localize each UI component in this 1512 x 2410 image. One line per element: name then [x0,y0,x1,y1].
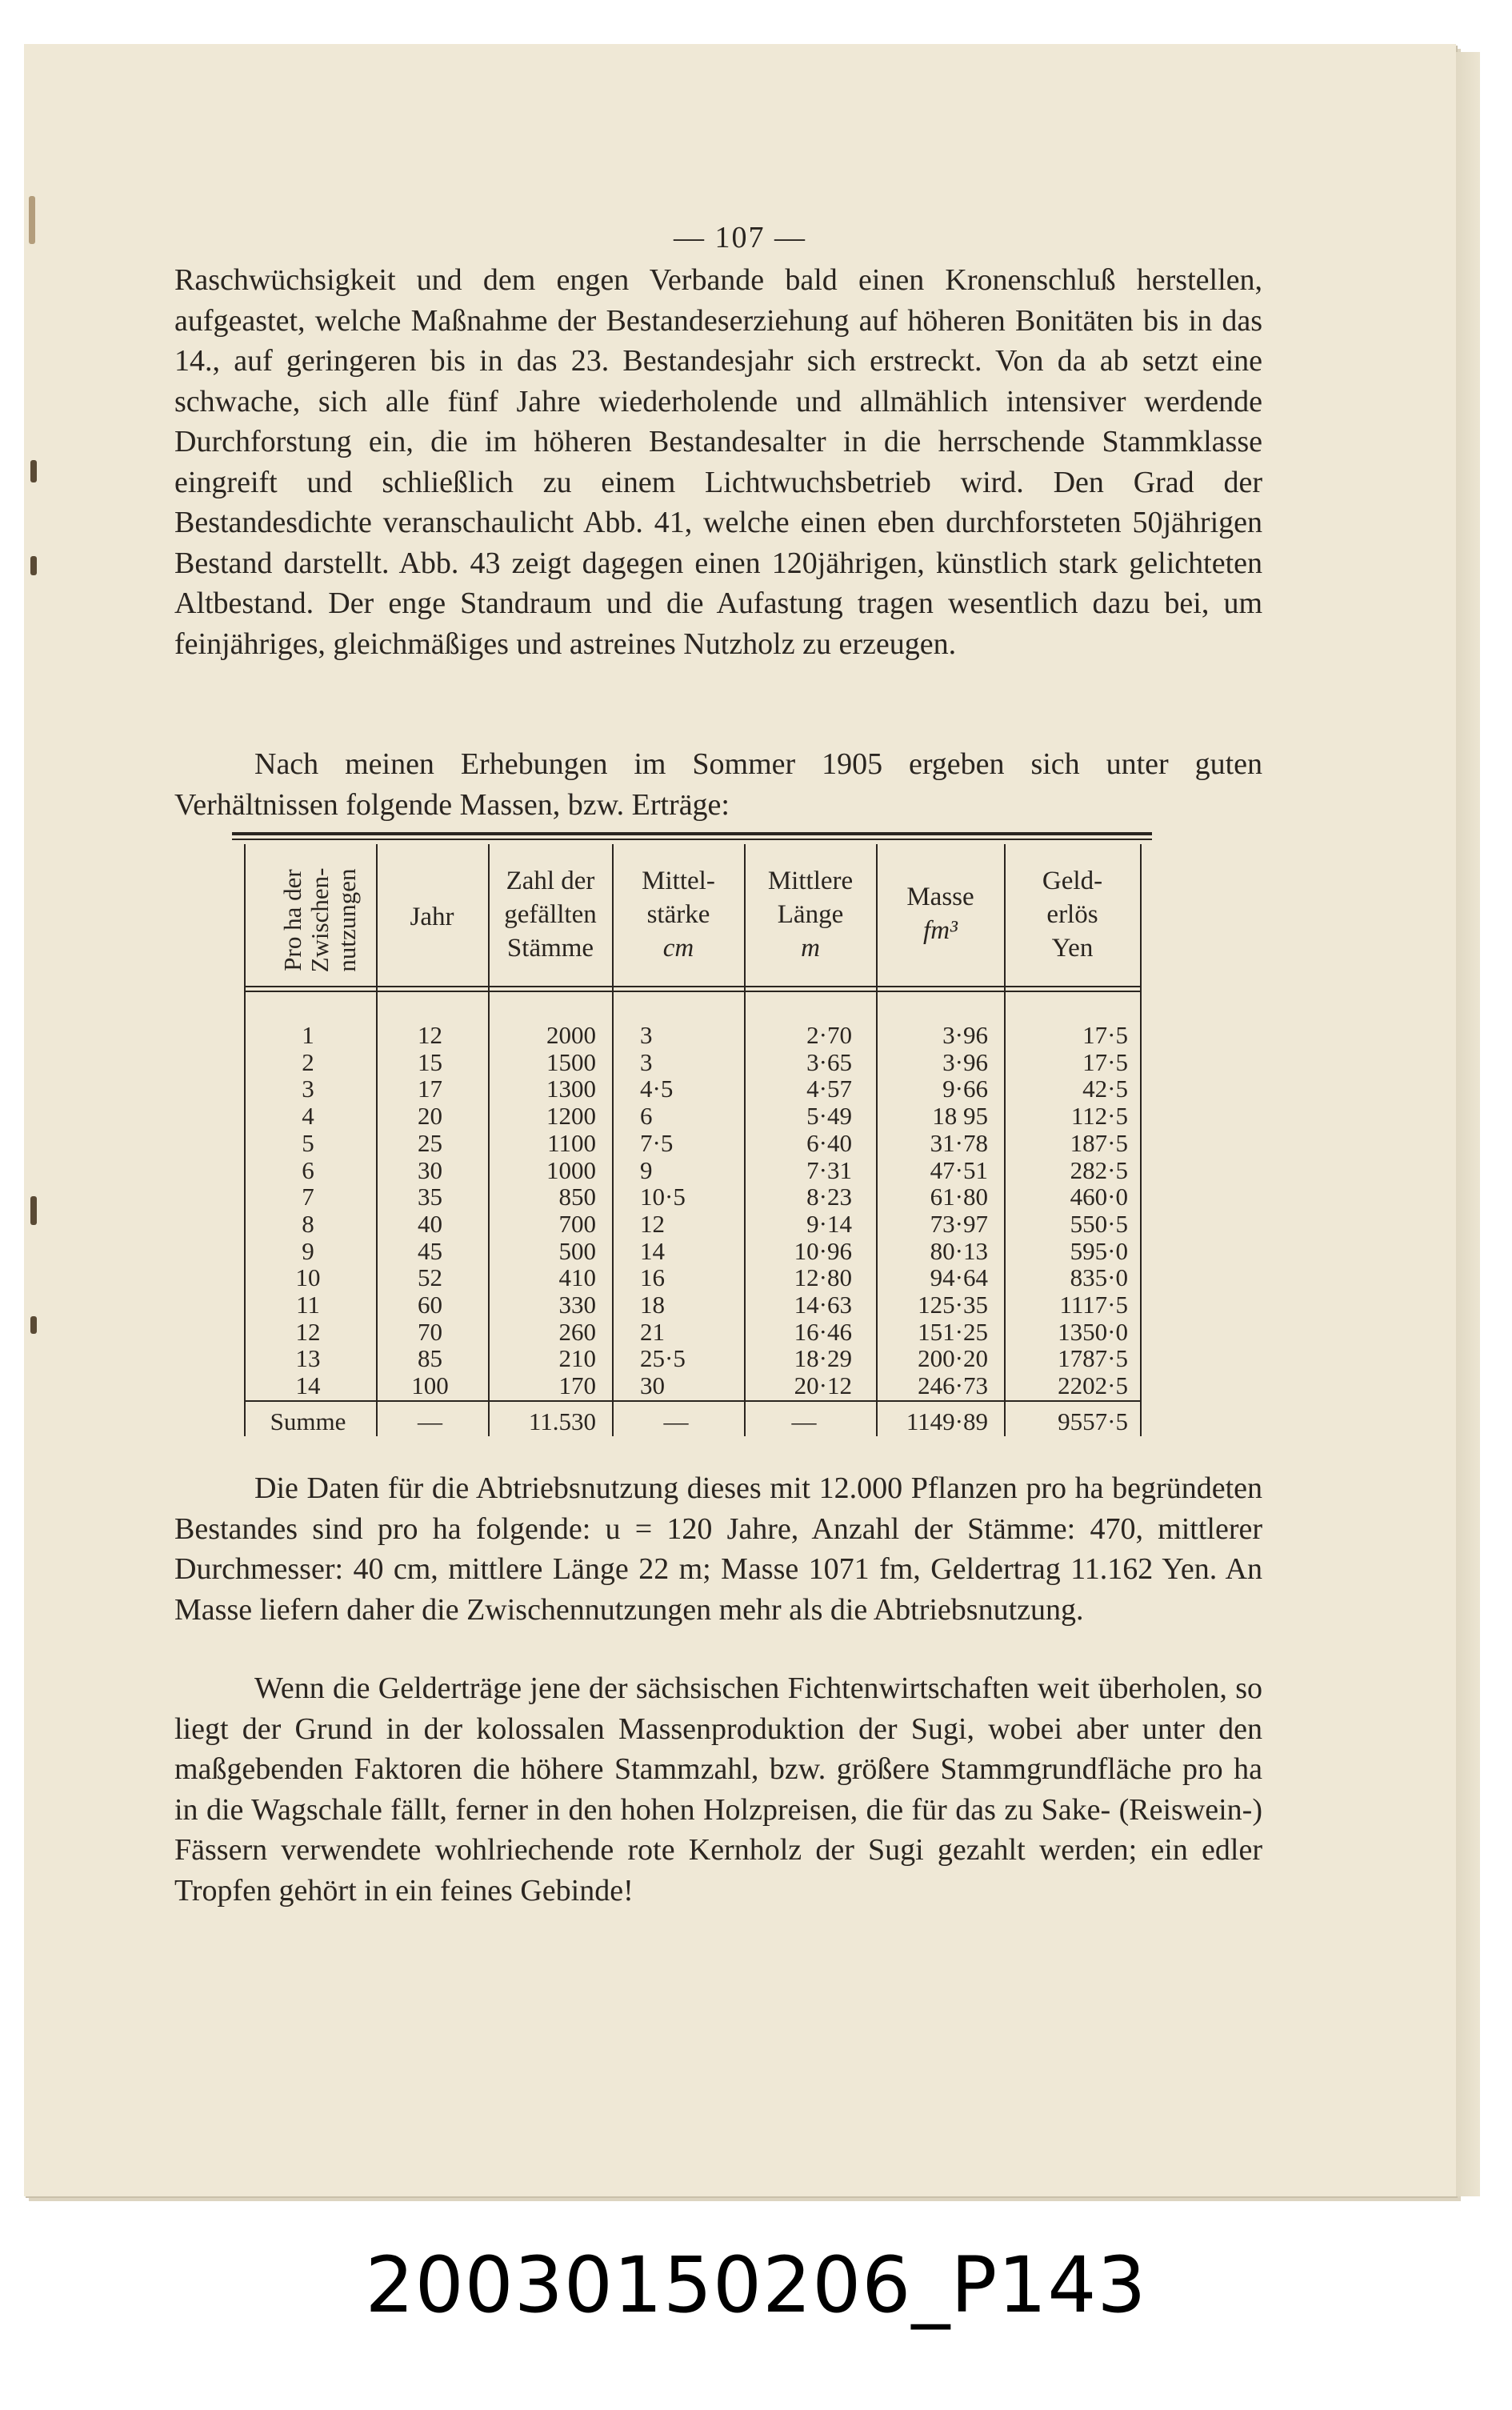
row-mittelstarke: 6 [640,1102,653,1131]
row-gelderlos: 17·5 [1082,1021,1128,1049]
row-mittelstarke: 4·5 [640,1075,674,1103]
row-masse: 3·96 [942,1047,988,1076]
summe-lange: — [791,1407,817,1435]
row-gelderlos: 42·5 [1082,1075,1128,1103]
table-rule-header [244,986,1140,987]
table-row [244,1291,1140,1318]
binding-thread-mark [30,1196,37,1225]
row-mittelstarke: 18 [640,1291,665,1319]
row-gelderlos: 460·0 [1070,1183,1128,1211]
row-jahr: 12 [418,1021,442,1049]
table-row [244,1103,1140,1129]
row-lange: 18·29 [794,1344,852,1373]
header-jahr: Jahr [410,903,454,931]
row-mittelstarke: 16 [640,1263,665,1292]
row-lange: 4·57 [806,1075,852,1103]
row-nr: 11 [296,1291,320,1319]
summe-stamme: 11.530 [528,1407,596,1435]
binding-thread-mark [30,1316,37,1334]
row-jahr: 30 [418,1155,442,1184]
header-text: cm [662,934,694,963]
row-masse: 61·80 [930,1183,988,1211]
row-jahr: 100 [411,1371,449,1400]
header-text: m [801,934,820,963]
page-number: — 107 — [674,221,806,254]
row-mittelstarke: 7·5 [640,1128,674,1157]
table-row [244,1075,1140,1102]
row-gelderlos: 550·5 [1070,1209,1128,1238]
row-jahr: 35 [418,1183,442,1211]
table-rule-top-thin [232,839,1152,840]
row-gelderlos: 1350·0 [1058,1317,1128,1346]
row-masse: 9·66 [942,1075,988,1103]
header-text: Geld- [1042,867,1103,895]
header-text: Stämme [506,934,594,963]
table-row-summe [244,1406,1140,1438]
row-stamme: 500 [558,1236,596,1265]
row-mittelstarke: 3 [640,1021,653,1049]
table-row [244,1319,1140,1345]
row-stamme: 1500 [546,1047,596,1076]
row-gelderlos: 282·5 [1070,1155,1128,1184]
row-nr: 3 [302,1075,314,1103]
summe-masse: 1149·89 [906,1407,988,1435]
row-mittelstarke: 30 [640,1371,665,1400]
row-nr: 14 [295,1371,321,1400]
row-jahr: 15 [418,1047,442,1076]
row-masse: 125·35 [918,1291,988,1319]
row-gelderlos: 2202·5 [1058,1371,1128,1400]
row-lange: 2·70 [806,1021,852,1049]
row-stamme: 410 [558,1263,596,1292]
summe-gelderlos: 9557·5 [1058,1407,1128,1435]
row-masse: 80·13 [930,1236,988,1265]
row-lange: 5·49 [806,1102,852,1131]
row-lange: 10·96 [794,1236,852,1265]
row-masse: 151·25 [918,1317,988,1346]
summe-jahr: — [418,1407,442,1435]
paragraph-2: Nach meinen Erhebungen im Sommer 1905 ergeben sich unter guten Verhältnissen folgende Massen, bzw. Erträge: [174,747,1262,822]
header-text: Mittel- [642,867,715,895]
binding-thread-mark [30,460,37,482]
header-text: Yen [1051,934,1094,963]
row-lange: 20·12 [794,1371,852,1400]
row-gelderlos: 1117·5 [1059,1291,1128,1319]
row-lange: 6·40 [806,1128,852,1157]
row-lange: 16·46 [794,1317,852,1346]
table-row [244,1157,1140,1183]
row-nr: 8 [302,1209,314,1238]
table-rule-header-thin [244,991,1140,992]
row-stamme: 700 [558,1209,596,1238]
row-masse: 246·73 [918,1371,988,1400]
row-nr: 6 [302,1155,314,1184]
paragraph-4: Wenn die Gelderträge jene der sächsischen Fichtenwirtschaften weit überholen, so liegt der Grund in der kolossalen Massenproduktion der Sugi, wobei aber unter den maßgebenden Faktoren die höhere Stammzahl, bzw. größere Stammgrundfläche pro ha in die Wagschale fällt, ferner in den hohen Holzpreisen, die für das zu Sake- (Reiswein-) Fässern verwendete wohlriechende rote Kernholz der Sugi gezahlt werden; ein edler Tropfen gehört in ein feines Gebinde! [174,1671,1262,1908]
header-zahl-der-stamme [490,864,611,965]
row-jahr: 25 [418,1128,442,1157]
row-gelderlos: 595·0 [1070,1236,1128,1265]
row-stamme: 330 [558,1291,596,1319]
row-stamme: 850 [558,1183,596,1211]
row-mittelstarke: 9 [640,1155,653,1184]
row-nr: 1 [302,1021,314,1049]
header-text: Länge [777,900,844,929]
summe-label: Summe [270,1407,346,1435]
archive-id-label: 20030150206_P143 [365,2240,1147,2330]
table-row [244,1211,1140,1237]
row-jahr: 20 [418,1102,442,1131]
row-nr: 7 [302,1183,314,1211]
paragraph-3: Die Daten für die Abtriebsnutzung dieses mit 12.000 Pflanzen pro ha begründeten Bestandes sind pro ha folgende: u = 120 Jahre, Anzahl der Stämme: 470, mittlerer Durchmesser: 40 cm, mittlere Länge 22 m; Masse 1071 fm, Geldertrag 11.162 Yen. An Masse liefern daher die Zwischennutzungen mehr als die Abtriebsnutzung. [174,1471,1262,1627]
paragraph-1: Raschwüchsigkeit und dem engen Verbande bald einen Kronenschluß herstellen, aufgeastet, welche Maßnahme der Bestandeserziehung auf höheren Bonitäten bis in das 14., auf geringeren bis in das 23. Bestandesjahr sich erstreckt. Von da ab setzt eine schwache, sich alle fünf Jahre wiederholende und allmählich intensiver werdende Durchforstung ein, die im höheren Bestandesalter in die herrschende Stammklasse eingreift und schließlich zu einem Lichtwuchsbetrieb wird. Den Grad der Bestandesdichte veranschaulicht Abb. 41, welche einen eben durchforsteten 50jährigen Bestand darstellt. Abb. 43 zeigt dagegen einen 120jährigen, künstlich stark gelichteten Altbestand. Der enge Standraum und die Aufastung tragen wesentlich dazu bei, um feinjähriges, gleichmäßiges und astreines Nutzholz zu erzeugen. [174,263,1262,661]
header-mittelstarke [614,864,743,965]
row-stamme: 170 [558,1371,596,1400]
row-lange: 3·65 [806,1047,852,1076]
row-gelderlos: 1787·5 [1058,1344,1128,1373]
header-text: stärke [646,900,710,929]
header-text: Zahl der [506,867,595,895]
row-stamme: 2000 [546,1021,596,1049]
row-stamme: 1000 [546,1155,596,1184]
row-masse: 3·96 [942,1021,988,1049]
table-rule-sum [244,1400,1140,1402]
table-row [244,1022,1140,1048]
header-mittlere-lange [746,864,875,965]
row-masse: 200·20 [918,1344,988,1373]
row-jahr: 52 [418,1263,442,1292]
row-masse: 31·78 [930,1128,988,1157]
header-text: Zwischen- [306,867,334,973]
row-lange: 7·31 [806,1155,852,1184]
table-row [244,1372,1140,1399]
table-row [244,1130,1140,1156]
row-nr: 13 [295,1344,321,1373]
row-jahr: 40 [418,1209,442,1238]
header-masse [878,880,1003,947]
row-nr: 12 [295,1317,321,1346]
header-gelderlos [1006,864,1139,965]
page-edge [1456,52,1480,2196]
row-jahr: 45 [418,1236,442,1265]
row-mittelstarke: 3 [640,1047,653,1076]
header-text: Mittlere [767,867,854,895]
row-gelderlos: 112·5 [1070,1102,1128,1131]
header-text: Masse [906,883,974,911]
row-lange: 8·23 [806,1183,852,1211]
header-text: Pro ha der [278,869,306,971]
header-text: erlös [1046,900,1098,929]
header-text: fm³ [923,916,958,945]
row-nr: 4 [302,1102,314,1131]
row-lange: 9·14 [806,1209,852,1238]
row-stamme: 1200 [546,1102,596,1131]
row-stamme: 210 [558,1344,596,1373]
row-mittelstarke: 10·5 [640,1183,686,1211]
row-mittelstarke: 25·5 [640,1344,686,1373]
table-row [244,1049,1140,1075]
row-lange: 14·63 [794,1291,852,1319]
row-mittelstarke: 14 [640,1236,665,1265]
table-row [244,1183,1140,1210]
row-jahr: 85 [418,1344,442,1373]
row-stamme: 260 [558,1317,596,1346]
table-row [244,1238,1140,1264]
header-text: nutzungen [333,868,361,972]
table-rule-top [232,832,1152,835]
row-nr: 5 [302,1128,314,1157]
row-masse: 94·64 [930,1263,988,1292]
row-jahr: 17 [418,1075,442,1103]
row-gelderlos: 835·0 [1070,1263,1128,1292]
row-masse: 73·97 [930,1209,988,1238]
row-gelderlos: 187·5 [1070,1128,1128,1157]
row-nr: 9 [302,1236,314,1265]
row-gelderlos: 17·5 [1082,1047,1128,1076]
row-stamme: 1100 [547,1128,596,1157]
table-vline [1140,844,1142,1436]
header-zwischennutzungen [260,860,380,980]
table-row [244,1345,1140,1371]
row-stamme: 1300 [546,1075,596,1103]
summe-mittelstarke: — [663,1407,689,1435]
row-nr: 2 [302,1047,314,1076]
binding-thread-mark [30,556,37,575]
row-masse: 18 95 [932,1102,988,1131]
row-lange: 12·80 [794,1263,852,1292]
row-masse: 47·51 [930,1155,988,1184]
row-mittelstarke: 21 [640,1317,665,1346]
row-nr: 10 [295,1263,321,1292]
row-jahr: 60 [418,1291,442,1319]
table-row [244,1264,1140,1291]
header-text: gefällten [504,900,597,929]
row-jahr: 70 [418,1317,442,1346]
row-mittelstarke: 12 [640,1209,665,1238]
